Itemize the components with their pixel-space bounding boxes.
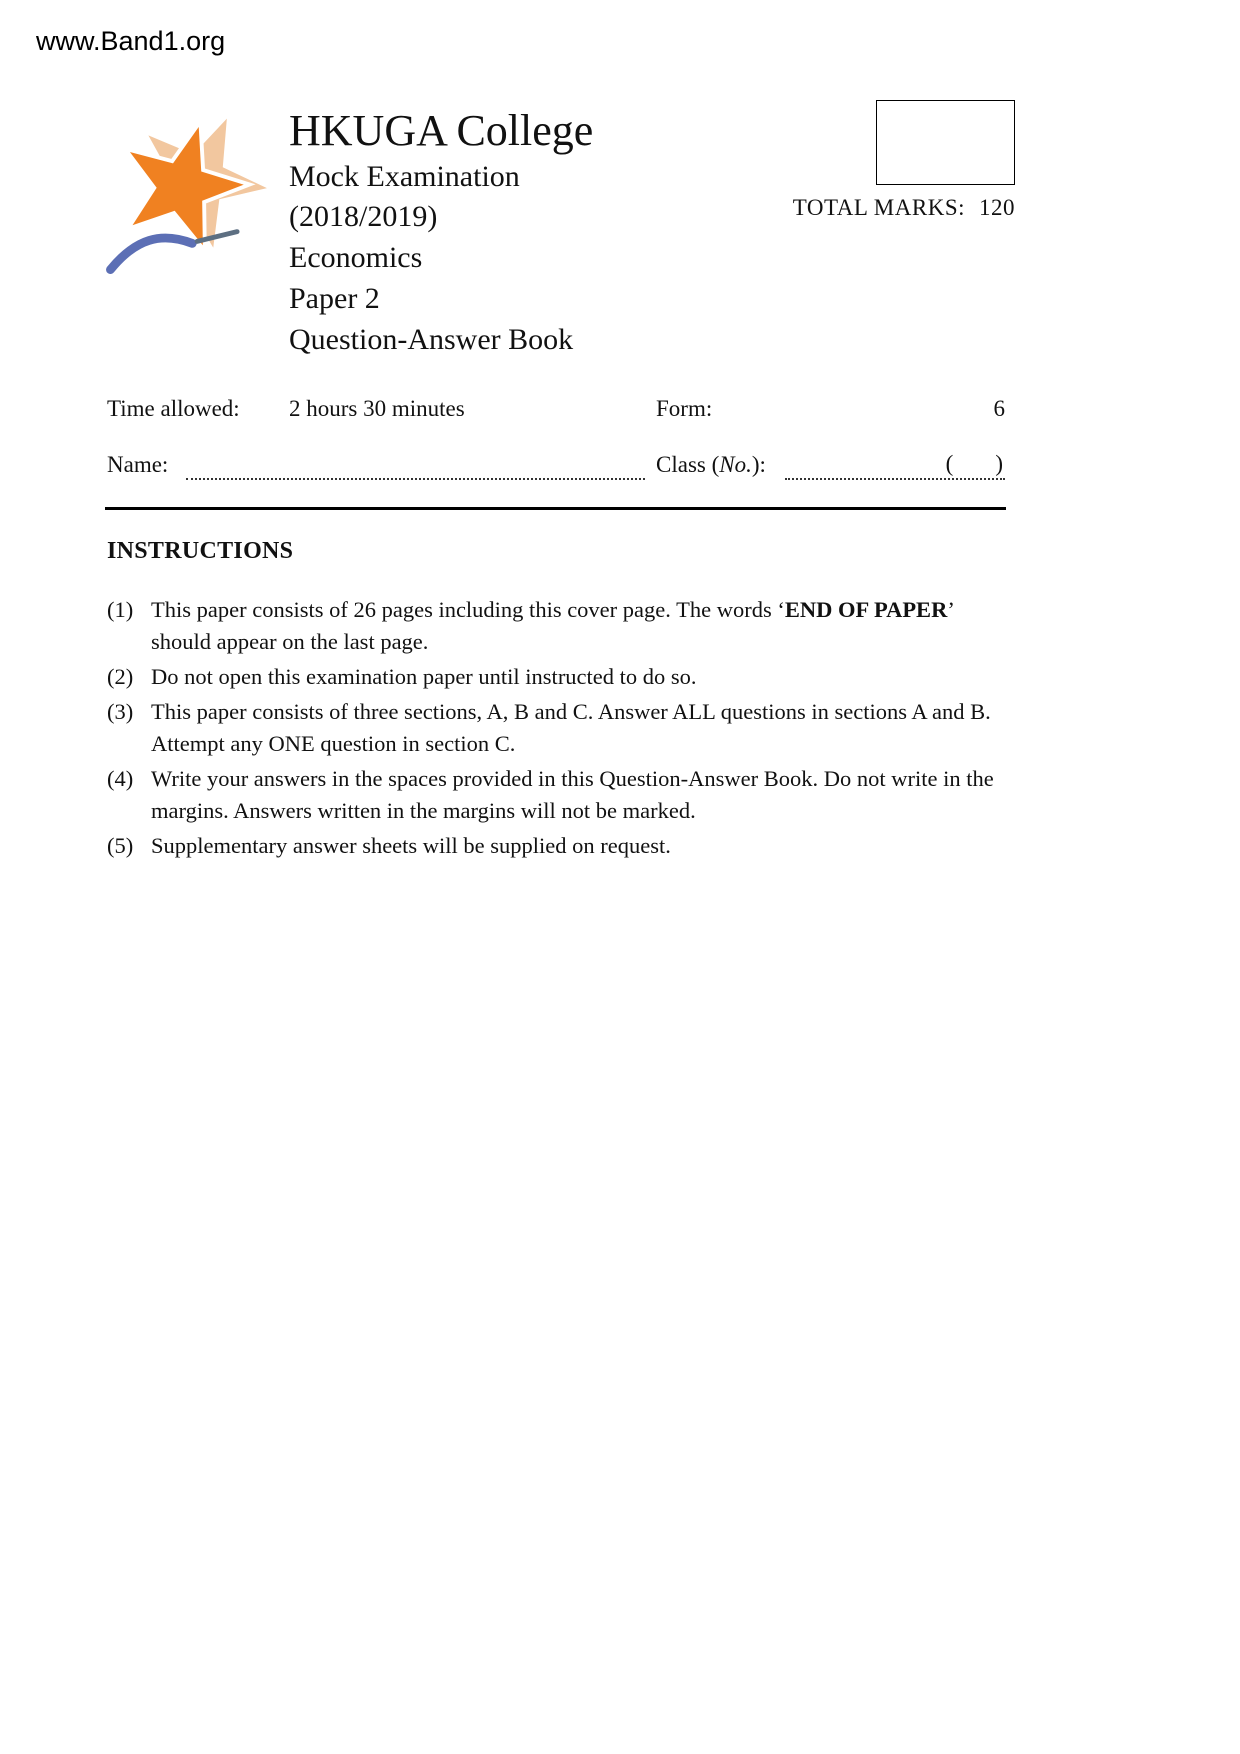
- instruction-text: Write your answers in the spaces provided in this Question-Answer Book. Do not write in the margins. Answers written in the margins will not be marked.: [151, 765, 994, 823]
- marks-box: [876, 100, 1015, 185]
- exam-line-subject: Economics: [289, 241, 423, 275]
- instruction-number: (1): [107, 597, 134, 622]
- class-label: Class (No.):: [656, 452, 766, 477]
- name-label: Name:: [107, 452, 169, 477]
- instruction-item: [107, 661, 1007, 693]
- instruction-number: (4): [107, 765, 134, 791]
- instruction-item: [107, 830, 1007, 862]
- time-allowed-value: 2 hours 30 minutes: [289, 396, 465, 421]
- instruction-text: Supplementary answer sheets will be supplied on request.: [151, 832, 671, 858]
- star-logo-icon: [98, 104, 270, 294]
- class-fill-line: [785, 450, 1005, 480]
- class-paren-close: ): [995, 451, 1003, 477]
- instruction-number: (2): [107, 663, 134, 689]
- instruction-text: Do not open this examination paper until instructed to do so.: [151, 663, 697, 689]
- form-label: Form:: [656, 396, 713, 421]
- instruction-item: [107, 763, 1007, 827]
- exam-line-paper: Paper 2: [289, 281, 380, 315]
- instruction-text: This paper consists of 26 pages including this cover page. The words ‘END OF PAPER’ should appear on the last page.: [151, 597, 954, 654]
- instruction-item: [107, 594, 1007, 658]
- class-paren-open: (: [945, 451, 954, 477]
- form-value: 6: [993, 396, 1005, 421]
- exam-line-year: (2018/2019): [289, 200, 438, 234]
- exam-line-mock: Mock Examination: [289, 159, 520, 193]
- instruction-number: (3): [107, 698, 134, 724]
- total-marks: [793, 195, 1015, 221]
- site-watermark: www.Band1.org: [36, 26, 226, 56]
- total-marks-label: TOTAL MARKS:: [792, 195, 965, 220]
- name-fill-line: [186, 450, 645, 480]
- time-allowed-label: Time allowed:: [107, 396, 240, 421]
- instruction-number: (5): [107, 832, 134, 858]
- instructions-heading: INSTRUCTIONS: [107, 538, 294, 564]
- instructions-list: [107, 594, 1007, 865]
- school-name: HKUGA College: [289, 106, 594, 155]
- divider-rule: [105, 507, 1006, 510]
- instruction-text: This paper consists of three sections, A, B and C. Answer ALL questions in sections A and B. Attempt any ONE question in section C.: [151, 698, 991, 756]
- exam-line-book: Question-Answer Book: [289, 322, 574, 356]
- school-logo: [98, 104, 270, 294]
- title-block: [289, 106, 849, 361]
- total-marks-value: 120: [979, 195, 1015, 220]
- instruction-item: [107, 696, 1007, 760]
